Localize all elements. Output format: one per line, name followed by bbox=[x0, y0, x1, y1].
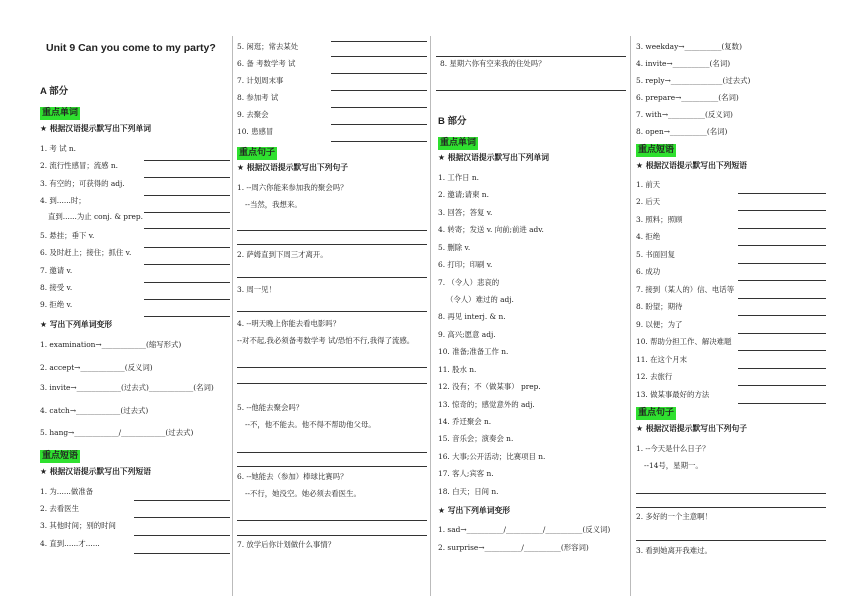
answer-line bbox=[738, 245, 826, 246]
list-item: 6. 打印；印刷 v. bbox=[438, 260, 493, 269]
list-item: 6. 成功 bbox=[636, 267, 661, 276]
answer-line bbox=[237, 383, 427, 384]
answer-line bbox=[144, 247, 230, 248]
column-1 bbox=[40, 0, 230, 608]
list-item: 7. 计划周末事 bbox=[237, 76, 284, 85]
instruction: ★ 根据汉语提示默写出下列句子 bbox=[237, 163, 349, 172]
list-item: 1. 工作日 n. bbox=[438, 173, 480, 182]
list-item: 2. 流行性感冒；流感 n. bbox=[40, 161, 118, 170]
answer-line bbox=[237, 277, 427, 278]
list-item: 3. 照料；照顾 bbox=[636, 215, 683, 224]
list-item: 7. （令人）悲哀的 bbox=[438, 278, 500, 287]
list-item: --不行，她没空。她必须去看医生。 bbox=[245, 489, 361, 498]
answer-line bbox=[738, 193, 826, 194]
list-item: 7. with→__________(反义词) bbox=[636, 110, 733, 119]
answer-line bbox=[144, 212, 230, 213]
answer-line bbox=[331, 73, 427, 74]
list-item: 1. examination→____________(缩写形式) bbox=[40, 340, 182, 349]
list-item: 1. --周六你能来参加我的聚会吗？ bbox=[237, 183, 348, 192]
section-tag: 重点单词 bbox=[440, 138, 477, 148]
list-item: 2. 邀请;请柬 n. bbox=[438, 190, 489, 199]
list-item: 3. 有空的；可获得的 adj. bbox=[40, 179, 125, 188]
list-item: 6. prepare→__________(名词) bbox=[636, 93, 739, 102]
list-item: --对不起,我必须备考数学考 试/恐怕不行,我得了流感。 bbox=[237, 336, 415, 345]
column-3 bbox=[436, 0, 628, 608]
list-item: 11. 在这个月末 bbox=[636, 355, 688, 364]
column-divider bbox=[630, 36, 631, 596]
list-item: 4. invite→__________(名词) bbox=[636, 59, 731, 68]
answer-line bbox=[237, 230, 427, 231]
answer-line bbox=[738, 315, 826, 316]
answer-line bbox=[134, 535, 230, 536]
list-item: 4. --明天晚上你能去看电影吗？ bbox=[237, 319, 341, 328]
answer-line bbox=[738, 350, 826, 351]
list-item: 1. 前天 bbox=[636, 180, 661, 189]
list-item: 2. accept→____________(反义词) bbox=[40, 363, 153, 372]
list-item: 5. --他能去聚会吗？ bbox=[237, 403, 304, 412]
list-item: 2. 后天 bbox=[636, 197, 661, 206]
column-divider bbox=[232, 36, 233, 596]
list-item: 13. 惊奇的；感觉意外的 adj. bbox=[438, 400, 535, 409]
answer-line bbox=[738, 403, 826, 404]
answer-line bbox=[144, 228, 230, 229]
answer-line bbox=[237, 466, 427, 467]
list-item: 3. weekday→__________(复数) bbox=[636, 42, 742, 51]
list-item: 5. reply→______________(过去式) bbox=[636, 76, 751, 85]
answer-line bbox=[636, 507, 826, 508]
answer-line bbox=[134, 500, 230, 501]
answer-line bbox=[331, 107, 427, 108]
list-item: --14号，星期一。 bbox=[644, 461, 703, 470]
answer-line bbox=[144, 195, 230, 196]
list-item: 16. 大事;公开活动；比赛项目 n. bbox=[438, 452, 546, 461]
list-item: 9. 高兴;愿意 adj. bbox=[438, 330, 496, 339]
section-tag: 重点短语 bbox=[42, 451, 79, 461]
list-item: 直到......为止 conj. & prep. bbox=[48, 212, 143, 221]
part-b-heading: B 部分 bbox=[438, 116, 467, 127]
answer-line bbox=[636, 540, 826, 541]
list-item: 8. 盼望；期待 bbox=[636, 302, 683, 311]
answer-line bbox=[134, 553, 230, 554]
list-item: 12. 去旅行 bbox=[636, 372, 673, 381]
list-item: 3. invite→____________(过去式)____________(名词) bbox=[40, 383, 214, 392]
list-item: 5. 删除 v. bbox=[438, 243, 471, 252]
list-item: 2. 去看医生 bbox=[40, 504, 79, 513]
answer-line bbox=[436, 90, 626, 91]
list-item: 3. 周一见！ bbox=[237, 285, 276, 294]
list-item: --不，他不能去。他不得不帮助他父母。 bbox=[245, 420, 376, 429]
answer-line bbox=[738, 333, 826, 334]
list-item: 12. 没有；不（做某事） prep. bbox=[438, 382, 541, 391]
list-item: 13. 做某事最好的方法 bbox=[636, 390, 710, 399]
list-item: （令人）难过的 adj. bbox=[446, 295, 514, 304]
list-item: 7. 邀请 v. bbox=[40, 266, 73, 275]
answer-line bbox=[237, 520, 427, 521]
answer-line bbox=[144, 264, 230, 265]
list-item: 10. 准备;准备工作 n. bbox=[438, 347, 509, 356]
answer-line bbox=[237, 367, 427, 368]
list-item: 3. 回答；答复 v. bbox=[438, 208, 493, 217]
answer-line bbox=[738, 263, 826, 264]
list-item: 8. open→__________(名词) bbox=[636, 127, 728, 136]
answer-line bbox=[237, 244, 427, 245]
list-item: 11. 股水 n. bbox=[438, 365, 477, 374]
list-item: 2. 多好的一个主意啊！ bbox=[636, 512, 712, 521]
section-tag: 重点单词 bbox=[42, 108, 79, 118]
list-item: 1. --今天是什么日子？ bbox=[636, 444, 710, 453]
list-item: 6. --她能去（参加）棒球比赛吗？ bbox=[237, 472, 348, 481]
list-item: 5. 闲逛；常去某处 bbox=[237, 42, 299, 51]
list-item: 4. 拒绝 bbox=[636, 232, 661, 241]
answer-line bbox=[144, 160, 230, 161]
list-item: 6. 备 考数学考 试 bbox=[237, 59, 296, 68]
column-divider bbox=[430, 36, 431, 596]
list-item: 10. 帮助分担工作、解决难题 bbox=[636, 337, 732, 346]
answer-line bbox=[738, 228, 826, 229]
instruction: ★ 写出下列单词变形 bbox=[438, 506, 511, 515]
answer-line bbox=[738, 298, 826, 299]
answer-line bbox=[331, 41, 427, 42]
list-item: 15. 音乐会；演奏会 n. bbox=[438, 434, 514, 443]
answer-line bbox=[738, 385, 826, 386]
instruction: ★ 根据汉语提示默写出下列短语 bbox=[636, 161, 748, 170]
section-tag: 重点句子 bbox=[239, 148, 276, 158]
list-item: 9. 拒绝 v. bbox=[40, 300, 73, 309]
list-item: 14. 乔迁聚会 n. bbox=[438, 417, 492, 426]
answer-line bbox=[636, 493, 826, 494]
answer-line bbox=[237, 311, 427, 312]
list-item: 4. 直到......才...... bbox=[40, 539, 100, 548]
instruction: ★ 写出下列单词变形 bbox=[40, 320, 113, 329]
answer-line bbox=[237, 535, 427, 536]
list-item: 2. 萨姆直到下周三才离开。 bbox=[237, 250, 328, 259]
list-item: 5. 悬挂；垂下 v. bbox=[40, 231, 95, 240]
list-item: 1. sad→__________/__________/__________(反义词) bbox=[438, 525, 611, 534]
answer-line bbox=[331, 90, 427, 91]
answer-line bbox=[331, 56, 427, 57]
instruction: ★ 根据汉语提示默写出下列单词 bbox=[438, 153, 550, 162]
list-item: 10. 患感冒 bbox=[237, 127, 274, 136]
list-item: 2. surprise→__________/__________(形容词) bbox=[438, 543, 589, 552]
list-item: 6. 及时赶上；接住；抓住 v. bbox=[40, 248, 132, 257]
answer-line bbox=[144, 299, 230, 300]
list-item: 4. 到......时； bbox=[40, 196, 86, 205]
answer-line bbox=[237, 452, 427, 453]
list-item: 8. 参加考 试 bbox=[237, 93, 279, 102]
answer-line bbox=[738, 280, 826, 281]
list-item: 9. 以便；为了 bbox=[636, 320, 683, 329]
instruction: ★ 根据汉语提示默写出下列句子 bbox=[636, 424, 748, 433]
list-item: 8. 接受 v. bbox=[40, 283, 73, 292]
list-item: 8. 星期六你有空来我的住处吗？ bbox=[440, 59, 546, 68]
answer-line bbox=[144, 316, 230, 317]
answer-line bbox=[331, 124, 427, 125]
list-item: 4. 转寄；发送 v. 向前;前进 adv. bbox=[438, 225, 544, 234]
list-item: 3. 看到她离开我难过。 bbox=[636, 546, 712, 555]
answer-line bbox=[134, 517, 230, 518]
list-item: 1. 为......做准备 bbox=[40, 487, 94, 496]
instruction: ★ 根据汉语提示默写出下列单词 bbox=[40, 124, 152, 133]
column-2 bbox=[237, 0, 427, 608]
answer-line bbox=[738, 368, 826, 369]
list-item: 8. 再见 interj. & n. bbox=[438, 312, 506, 321]
answer-line bbox=[144, 177, 230, 178]
list-item: 5. hang→____________/____________(过去式) bbox=[40, 428, 194, 437]
list-item: 18. 白天；日间 n. bbox=[438, 487, 499, 496]
list-item: --当然，我想来。 bbox=[245, 200, 302, 209]
instruction: ★ 根据汉语提示默写出下列短语 bbox=[40, 467, 152, 476]
page-title: Unit 9 Can you come to my party? bbox=[46, 42, 216, 54]
list-item: 1. 考 试 n. bbox=[40, 144, 76, 153]
answer-line bbox=[144, 282, 230, 283]
part-a-heading: A 部分 bbox=[40, 86, 69, 97]
answer-line bbox=[436, 56, 626, 57]
list-item: 5. 书面回复 bbox=[636, 250, 675, 259]
answer-line bbox=[738, 210, 826, 211]
section-tag: 重点句子 bbox=[638, 408, 675, 418]
list-item: 3. 其他时间；别的时间 bbox=[40, 521, 116, 530]
list-item: 17. 客人;宾客 n. bbox=[438, 469, 494, 478]
column-4 bbox=[636, 0, 826, 608]
list-item: 4. catch→____________(过去式) bbox=[40, 406, 149, 415]
list-item: 9. 去聚会 bbox=[237, 110, 269, 119]
list-item: 7. 放学后你计划做什么事情？ bbox=[237, 540, 336, 549]
section-tag: 重点短语 bbox=[638, 145, 675, 155]
list-item: 7. 接到（某人的）信、电话等 bbox=[636, 285, 735, 294]
answer-line bbox=[331, 141, 427, 142]
